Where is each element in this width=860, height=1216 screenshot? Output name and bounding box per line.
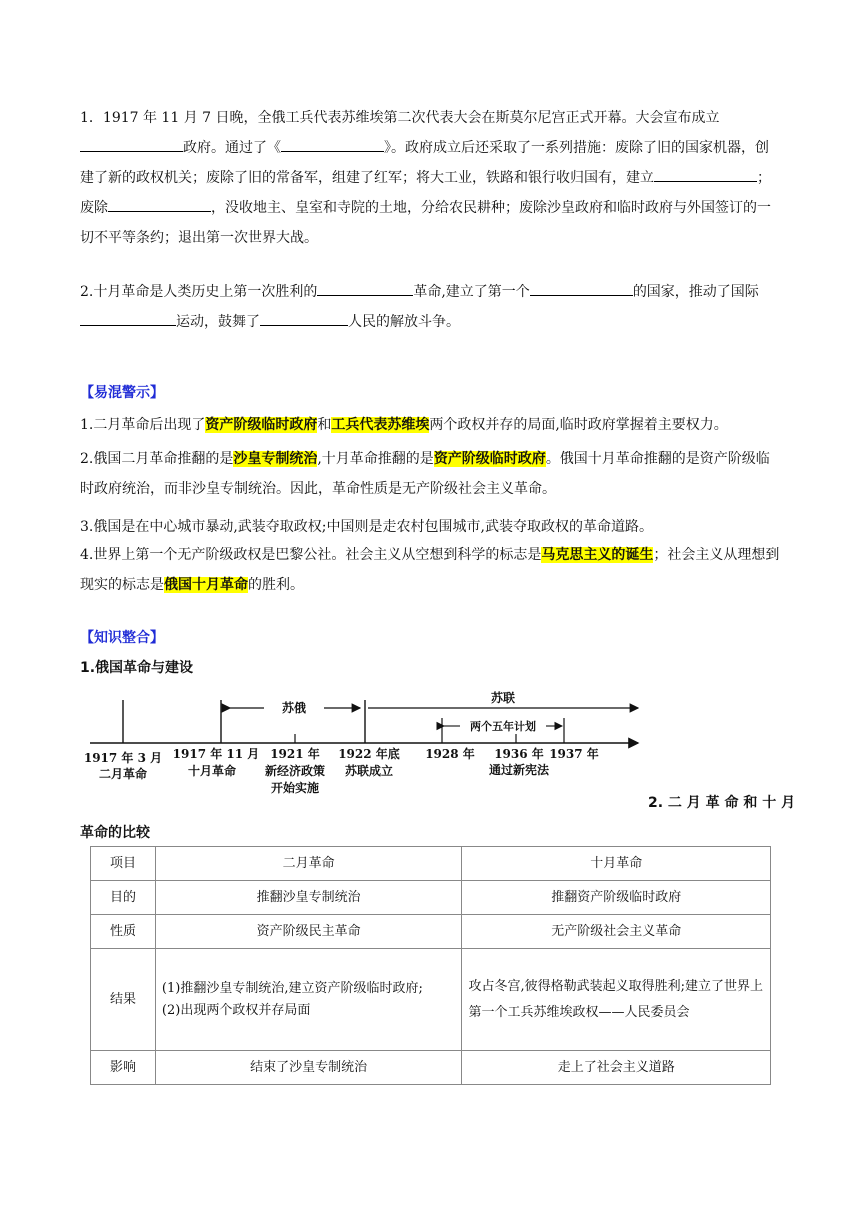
event-desc: 开始实施 xyxy=(270,781,320,795)
header-cell: 十月革命 xyxy=(462,847,771,881)
question-2 xyxy=(80,277,780,337)
row-item: 影响 xyxy=(91,1051,156,1085)
table-row xyxy=(91,915,771,949)
answer-blank[interactable] xyxy=(654,164,757,182)
highlight: 工兵代表苏维埃 xyxy=(331,417,430,433)
q1-text-2: 政府。通过了《 xyxy=(183,140,281,156)
warning-item-4 xyxy=(80,540,780,600)
highlight: 资产阶级临时政府 xyxy=(205,417,318,433)
table-row xyxy=(91,881,771,915)
row-item: 性质 xyxy=(91,915,156,949)
header-cell: 项目 xyxy=(91,847,156,881)
comparison-table xyxy=(90,846,771,1085)
q2-text-5: 人民的解放斗争。 xyxy=(348,314,460,330)
event-desc: 新经济政策 xyxy=(264,764,326,778)
feb-cell: 推翻沙皇专制统治 xyxy=(155,881,462,915)
q2-text-3: 的国家，推动了国际 xyxy=(632,284,759,300)
answer-blank[interactable] xyxy=(108,194,211,212)
highlight: 资产阶级临时政府 xyxy=(433,451,546,467)
q1-text-1: 1．1917 年 11 月 7 日晚，全俄工兵代表苏维埃第二次代表大会在斯莫尔尼宫正式开幕。大会宣布成立 xyxy=(80,110,720,126)
q2-text-4: 运动，鼓舞了 xyxy=(176,314,260,330)
warning-item-2 xyxy=(80,444,780,504)
event-desc: 十月革命 xyxy=(187,764,237,778)
q2-text-2: 革命,建立了第一个 xyxy=(413,284,530,300)
event-desc: 通过新宪法 xyxy=(488,763,550,777)
text: ；社会主义从理想到现实的标志是 xyxy=(80,547,780,593)
table-header-row xyxy=(91,847,771,881)
text: 1.二月革命后出现了 xyxy=(80,417,206,433)
feb-result-1: (1)推翻沙皇专制统治,建立资产阶级临时政府; xyxy=(161,980,423,996)
text: 的胜利。 xyxy=(248,577,304,593)
answer-blank[interactable] xyxy=(80,308,176,326)
feb-cell xyxy=(155,949,462,1051)
answer-blank[interactable] xyxy=(260,308,348,326)
feb-result-2: (2)出现两个政权并存局面 xyxy=(161,1002,311,1018)
knowledge-heading: 【知识整合】 xyxy=(80,630,164,646)
timeline-diagram xyxy=(80,684,680,804)
warning-heading: 【易混警示】 xyxy=(80,385,164,401)
event-date: 1936 年 xyxy=(494,747,544,761)
event-date: 1917 年 11 月 xyxy=(172,747,260,761)
highlight: 俄国十月革命 xyxy=(164,577,248,593)
subheading-timeline: 1.俄国革命与建设 xyxy=(80,660,194,676)
feb-cell: 结束了沙皇专制统治 xyxy=(155,1051,462,1085)
label-plans: 两个五年计划 xyxy=(470,720,536,733)
text: 两个政权并存的局面,临时政府掌握着主要权力。 xyxy=(429,417,728,433)
subheading-comparison-part1: 2. 二 月 革 命 和 十 月 xyxy=(648,795,796,811)
q1-text-5: ，没收地主、皇室和寺院的土地，分给农民耕种；废除沙皇政府和临时政府与外国签订的一切不平等条约；退出第一次世界大战。 xyxy=(80,200,771,246)
row-item: 目的 xyxy=(91,881,156,915)
q1-text-4: ；废除 xyxy=(80,170,771,216)
label-sulian: 苏联 xyxy=(490,691,516,705)
answer-blank[interactable] xyxy=(317,278,413,296)
highlight: 马克思主义的诞生 xyxy=(541,547,654,563)
question-1 xyxy=(80,103,780,253)
oct-cell: 攻占冬宫,彼得格勒武装起义取得胜利;建立了世界上第一个工兵苏维埃政权——人民委员会 xyxy=(462,949,771,1051)
text: 4.世界上第一个无产阶级政权是巴黎公社。社会主义从空想到科学的标志是 xyxy=(80,547,542,563)
oct-cell: 走上了社会主义道路 xyxy=(462,1051,771,1085)
event-date: 1937 年 xyxy=(549,747,599,761)
label-suee: 苏俄 xyxy=(281,701,307,715)
q2-text-1: 2.十月革命是人类历史上第一次胜利的 xyxy=(80,284,318,300)
text: 2.俄国二月革命推翻的是 xyxy=(80,451,234,467)
highlight: 沙皇专制统治 xyxy=(233,451,318,467)
event-date: 1928 年 xyxy=(425,747,475,761)
warning-item-1 xyxy=(80,410,780,440)
table-row xyxy=(91,949,771,1051)
warning-item-3: 3.俄国是在中心城市暴动,武装夺取政权;中国则是走农村包围城市,武装夺取政权的革命道路。 xyxy=(80,519,653,535)
answer-blank[interactable] xyxy=(80,134,183,152)
text: 。俄国十月革命推翻的是资产阶级临时政府统治，而非沙皇专制统治。因此，革命性质是无产阶级社会主义革命。 xyxy=(80,451,770,497)
q1-text-3: 》。政府成立后还采取了一系列措施：废除了旧的国家机器，创建了新的政权机关；废除了旧的常备军，组建了红军；将大工业，铁路和银行收归国有，建立 xyxy=(80,140,769,186)
row-item: 结果 xyxy=(91,949,156,1051)
answer-blank[interactable] xyxy=(281,134,384,152)
event-date: 1921 年 xyxy=(270,747,320,761)
event-desc: 苏联成立 xyxy=(344,764,394,778)
event-date: 1922 年底 xyxy=(338,747,400,761)
header-cell: 二月革命 xyxy=(155,847,462,881)
oct-cell: 无产阶级社会主义革命 xyxy=(462,915,771,949)
event-date: 1917 年 3 月 xyxy=(83,751,163,765)
answer-blank[interactable] xyxy=(530,278,633,296)
feb-cell: 资产阶级民主革命 xyxy=(155,915,462,949)
oct-cell: 推翻资产阶级临时政府 xyxy=(462,881,771,915)
text: 和 xyxy=(317,417,332,433)
event-desc: 二月革命 xyxy=(98,767,148,781)
text: ,十月革命推翻的是 xyxy=(317,451,434,467)
subheading-comparison-part2: 革命的比较 xyxy=(80,825,150,841)
table-row xyxy=(91,1051,771,1085)
